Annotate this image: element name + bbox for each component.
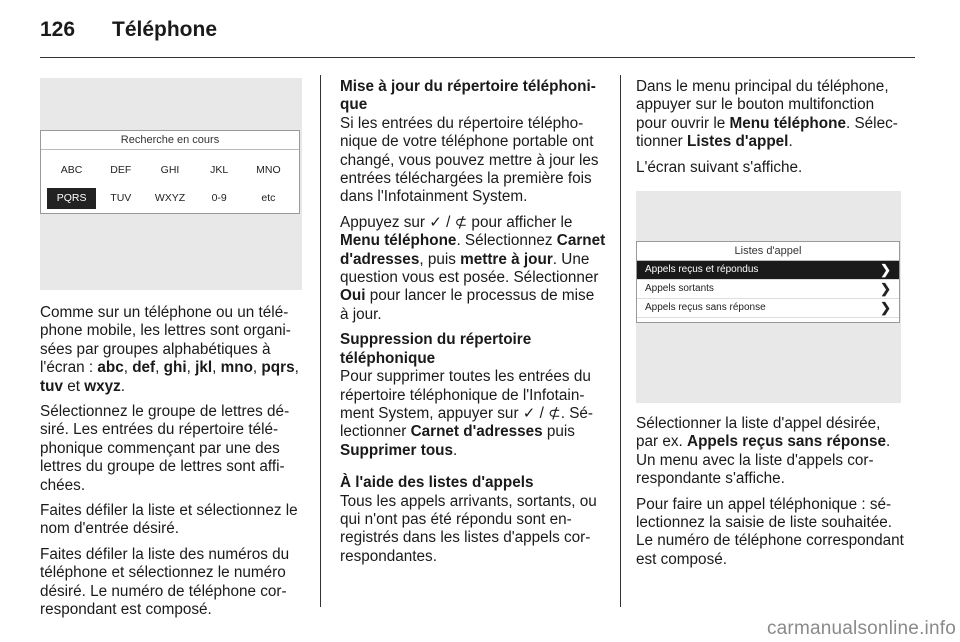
paragraph: Si les entrées du répertoire téléphonique de votre téléphone portable ont changé, vous pouvez mettre à jour les entrées téléchargées la première fois dans l'Infotainment System. — [340, 114, 599, 206]
letter-key: DEF — [110, 164, 132, 176]
section-heading: À l'aide des listes d'appels — [340, 474, 534, 492]
call-lists-figure — [636, 191, 901, 403]
letter-key: TUV — [110, 192, 132, 205]
watermark: carmanualsonline.info — [766, 618, 956, 639]
section-heading: Suppression du répertoire téléphonique — [340, 331, 532, 367]
paragraph: Pour faire un appel téléphonique : sélectionnez la saisie de liste souhaitée. Le numéro de téléphone correspondant est composé. — [636, 495, 904, 568]
letter-group-grid — [41, 150, 299, 209]
letter-key: GHI — [160, 164, 180, 176]
paragraph: Pour supprimer toutes les entrées du répertoire téléphonique de l'Infotainment System, appuyer sur ✓ / ⊄. Sélectionner Carnet d'adresses puis Supprimer tous. — [340, 368, 594, 459]
call-lists-screen — [636, 241, 900, 323]
page-number: 126 — [40, 18, 76, 41]
call-lists-screen-title: Listes d'appel — [637, 242, 899, 261]
page-title: Téléphone — [112, 18, 218, 41]
chevron-right-icon: ❯ — [880, 300, 891, 316]
letter-key-selected: PQRS — [47, 188, 96, 208]
paragraph: Faites défiler la liste des numéros du téléphone et sélectionnez le numéro désiré. Le numéro de téléphone correspondant est composé. — [40, 545, 290, 619]
search-screen-title: Recherche en cours — [41, 131, 299, 150]
letter-key: etc — [261, 192, 276, 205]
paragraph: Dans le menu principal du téléphone, appuyer sur le bouton multifonction pour ouvrir le Menu téléphone. Sélectionner Listes d'appel. — [636, 78, 898, 151]
chevron-right-icon: ❯ — [880, 281, 891, 297]
top-rule — [40, 57, 915, 58]
column-2 — [340, 78, 606, 573]
phone-icon: ✓ — [522, 404, 536, 422]
column-divider-2 — [620, 75, 621, 607]
paragraph: Sélectionner la liste d'appel désirée, par ex. Appels reçus sans réponse. Un menu avec la liste d'appels correspondante s'affiche. — [636, 415, 891, 488]
column-3 — [636, 78, 906, 576]
call-list-item: Appels reçus sans réponse ❯ — [637, 299, 899, 318]
search-screen — [40, 130, 300, 214]
paragraph: Sélectionnez le groupe de lettres désiré. Les entrées du répertoire téléphonique commençant par une des lettres du groupe de lettres sont affichées. — [40, 403, 290, 494]
paragraph: Appuyez sur ✓ / ⊄ pour afficher le Menu téléphone. Sélectionnez Carnet d'adresses, puis mettre à jour. Une question vous est posée. Sélectionner Oui pour lancer le processus de mise à jour. — [340, 213, 606, 323]
letter-key: ABC — [60, 164, 83, 176]
chevron-right-icon: ❯ — [880, 262, 891, 278]
phone-hangup-icon: ⊄ — [454, 213, 468, 231]
paragraph: L'écran suivant s'affiche. — [636, 158, 803, 176]
letter-key: 0-9 — [211, 192, 227, 205]
paragraph: Tous les appels arrivants, sortants, ou qui n'ont pas été répondu sont enregistrés dans les listes d'appels correspondantes. — [340, 492, 597, 565]
column-divider-1 — [320, 75, 321, 607]
phone-hangup-icon: ⊄ — [548, 404, 561, 422]
column-1 — [40, 78, 305, 627]
call-list-item: Appels sortants ❯ — [637, 280, 899, 299]
letter-key: WXYZ — [154, 192, 186, 205]
phone-icon: ✓ — [429, 213, 442, 231]
paragraph: Faites défiler la liste et sélectionnez le nom d'entrée désiré. — [40, 502, 298, 538]
letter-key: MNO — [256, 164, 281, 176]
letter-key: JKL — [210, 164, 229, 176]
paragraph: Comme sur un téléphone ou un téléphone mobile, les lettres sont organisées par groupes alphabétiques à l'écran : abc, def, ghi, jkl, mno, pqrs, tuv et wxyz. — [40, 304, 299, 395]
search-screen-figure — [40, 78, 302, 290]
call-list-item-selected: Appels reçus et répondus ❯ — [637, 261, 899, 280]
section-heading: Mise à jour du répertoire téléphonique — [340, 78, 596, 114]
